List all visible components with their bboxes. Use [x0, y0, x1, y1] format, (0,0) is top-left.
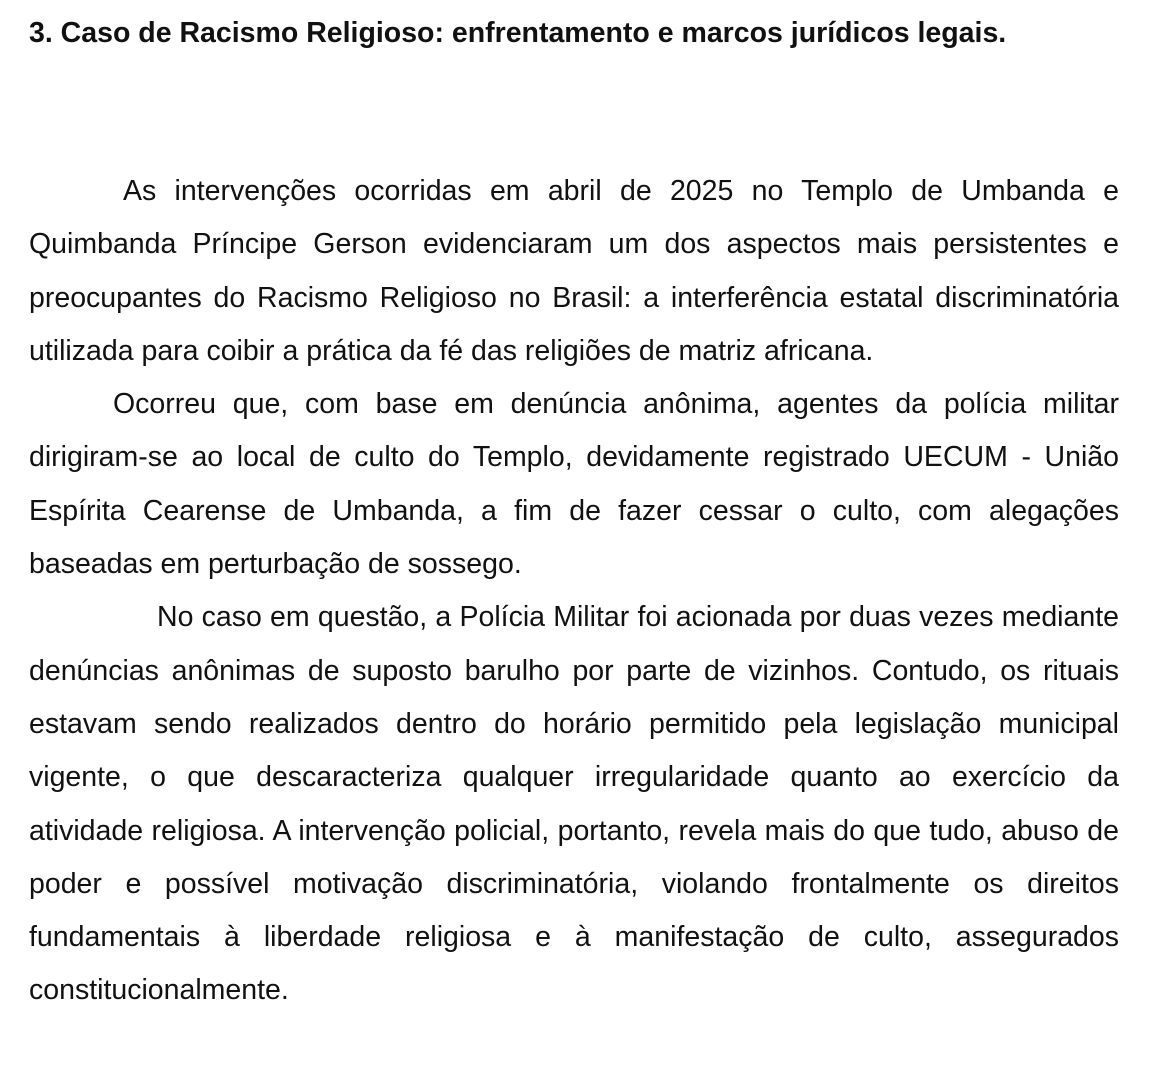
paragraph-1: As intervenções ocorridas em abril de 2025 no Templo de Umbanda e Quimbanda Príncipe Gerson evidenciaram um dos aspectos mais persistentes e preocupantes do Racismo Religioso no Brasil: a interferência estatal discriminatória utilizada para coibir a prática da fé das religiões de matriz africana. — [29, 175, 1119, 367]
paragraph-2: Ocorreu que, com base em denúncia anônima, agentes da polícia militar dirigiram-se ao local de culto do Templo, devidamente registrado UECUM - União Espírita Cearense de Umbanda, a fim de fazer cessar o culto, com alegações baseadas em perturbação de sossego. — [29, 388, 1119, 581]
body-text — [29, 165, 1119, 1018]
paragraph-3: No caso em questão, a Polícia Militar foi acionada por duas vezes mediante denúncias anônimas de suposto barulho por parte de vizinhos. Contudo, os rituais estavam sendo realizados dentro do horário permitido pela legislação municipal vigente, o que descaracteriza qualquer irregularidade quanto ao exercício da atividade religiosa. A intervenção policial, portanto, revela mais do que tudo, abuso de poder e possível motivação discriminatória, violando frontalmente os direitos fundamentais à liberdade religiosa e à manifestação de culto, assegurados constitucionalmente. — [29, 601, 1119, 1007]
section-title: 3. Caso de Racismo Religioso: enfrentamento e marcos jurídicos legais. — [29, 17, 1007, 49]
